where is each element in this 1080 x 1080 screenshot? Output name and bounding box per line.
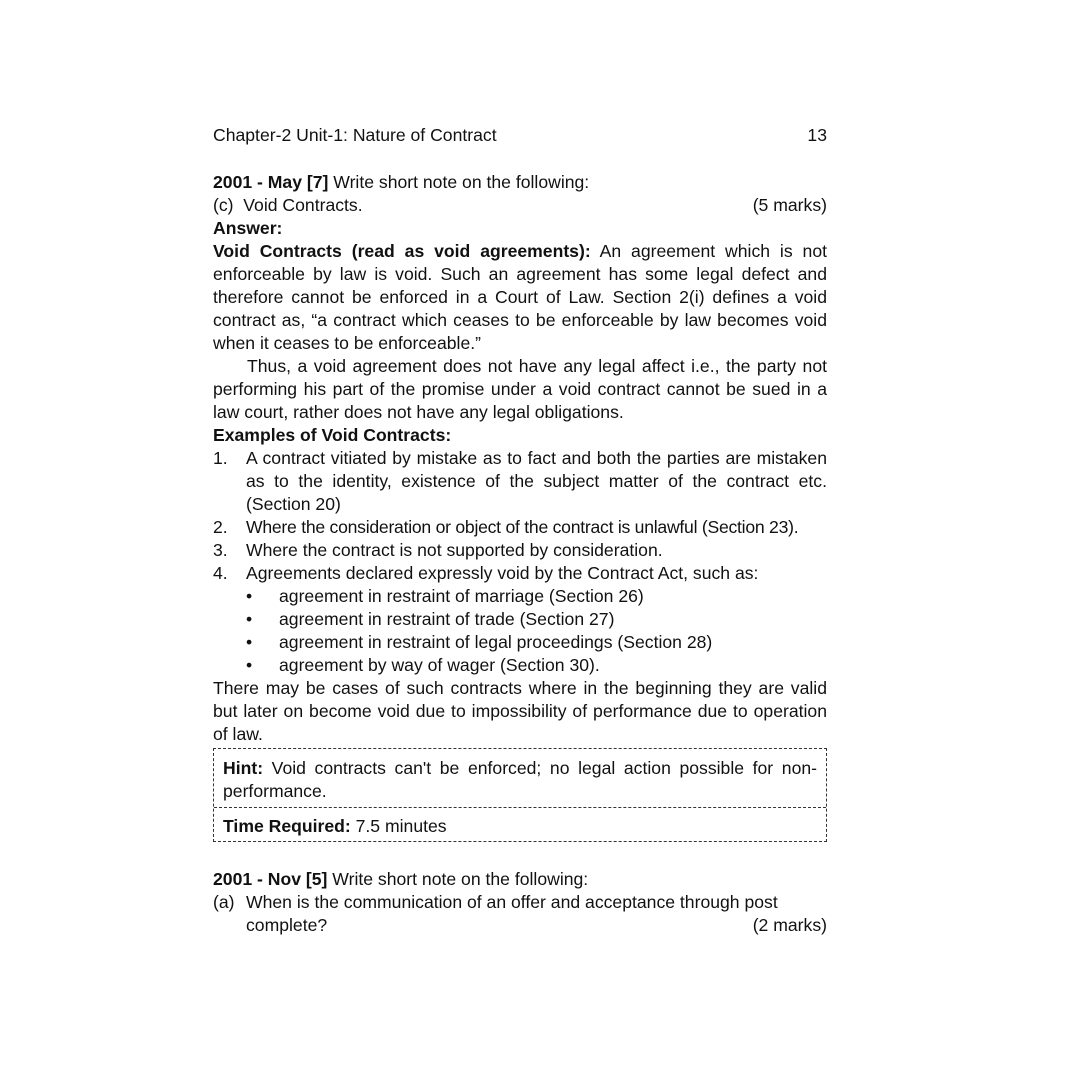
answer-paragraph-2: Thus, a void agreement does not have any legal affect i.e., the party not performing his part of the promise under a void contract cannot be sued in a law court, rather does not have any legal obligations. — [213, 356, 827, 422]
bullet-item: • agreement in restraint of marriage (Section 26) — [246, 586, 644, 606]
q1-year: 2001 - May [7] — [213, 172, 329, 192]
time-value: 7.5 minutes — [350, 816, 447, 836]
bullet-list — [213, 585, 827, 677]
q2-prompt: Write short note on the following: — [332, 869, 589, 889]
page-number: 13 — [807, 125, 827, 145]
void-contracts-term: Void Contracts (read as void agreements): — [213, 241, 591, 261]
examples-list — [213, 447, 827, 677]
question-1 — [213, 171, 827, 937]
q1-heading — [213, 171, 827, 194]
q2-item-continued: complete? (2 marks) — [246, 915, 827, 935]
list-item: 3. Where the contract is not supported by consideration. — [213, 540, 663, 560]
q1-item — [213, 194, 827, 217]
hint-label: Hint: — [223, 758, 264, 778]
q2-item-text: When is the communication of an offer and acceptance through post — [246, 892, 778, 912]
q1-item-text: Void Contracts. — [243, 195, 363, 215]
page-header — [213, 124, 827, 147]
examples-heading: Examples of Void Contracts: — [213, 425, 452, 445]
bullet-item: • agreement by way of wager (Section 30). — [246, 655, 600, 675]
q2-item-label: (a) — [213, 892, 235, 912]
list-item: 4. Agreements declared expressly void by the Contract Act, such as: — [213, 563, 759, 583]
bullet-item: • agreement in restraint of legal proceedings (Section 28) — [246, 632, 713, 652]
hint-text: Hint: Void contracts can't be enforced; no legal action possible for non-performance. — [223, 758, 817, 801]
q2-item — [213, 891, 827, 914]
q2-heading — [213, 868, 827, 891]
list-item: 1. A contract vitiated by mistake as to fact and both the parties are mistaken as to the identity, existence of the subject matter of the contract etc. (Section 20) — [213, 448, 827, 514]
chapter-title: Chapter-2 Unit-1: Nature of Contract — [213, 125, 497, 145]
hint-box — [213, 748, 827, 842]
q1-marks: (5 marks) — [752, 195, 827, 215]
list-item: 2. Where the consideration or object of the contract is unlawful (Section 23). — [213, 517, 799, 537]
bullet-item: • agreement in restraint of trade (Section 27) — [246, 609, 615, 629]
q2-year: 2001 - Nov [5] — [213, 869, 328, 889]
q2-marks: (2 marks) — [752, 915, 827, 935]
void-contracts-definition: An agreement which is not enforceable by law is void. Such an agreement has some legal defect and therefore cannot be enforced in a Court of Law. Section 2(i) defines a void contract as, “a contract which ceases to be enforceable by law becomes void when it ceases to be enforceable.” — [213, 241, 827, 353]
time-label: Time Required: — [223, 816, 351, 836]
time-required — [214, 807, 826, 841]
q1-prompt: Write short note on the following: — [333, 172, 590, 192]
q1-item-label: (c) — [213, 195, 234, 215]
closing-paragraph: There may be cases of such contracts where in the beginning they are valid but later on become void due to impossibility of performance due to operation of law. — [213, 678, 827, 744]
answer-label: Answer: — [213, 218, 283, 238]
question-2 — [213, 868, 827, 937]
answer-paragraph-1 — [213, 240, 827, 355]
